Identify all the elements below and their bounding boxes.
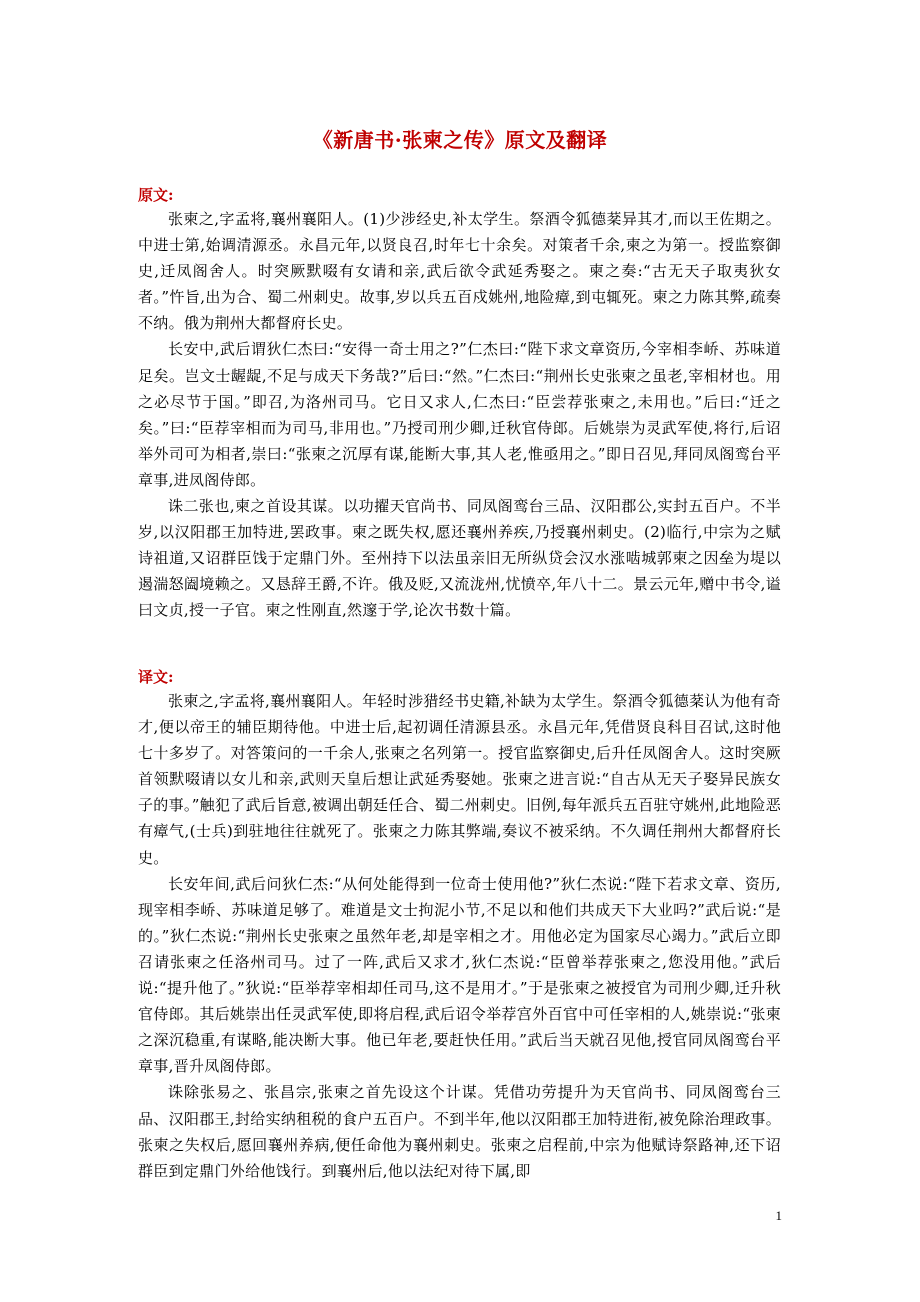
document-title: 《新唐书·张柬之传》原文及翻译 xyxy=(312,128,608,152)
original-paragraph: 诛二张也,柬之首设其谋。以功擢天官尚书、同凤阁鸾台三品、汉阳郡公,实封五百户。不半岁,以汉阳郡王加特进,罢政事。柬之既失权,愿还襄州养疾,乃授襄州刺史。(2)临行,中宗为之赋诗祖道,又诏群臣饯于定鼎门外。至州持下以法虽亲旧无所纵贷会汉水涨啮城郭柬之因垒为堤以遏湍怒阖境赖之。又恳辞王爵,不许。俄及贬,又流泷州,忧愤卒,年八十二。景云元年,赠中书令,谥曰文贞,授一子官。柬之性刚直,然邃于学,论次书数十篇。 xyxy=(138,497,781,620)
original-paragraph: 长安中,武后谓狄仁杰曰:“安得一奇士用之?”仁杰曰:“陛下求文章资历,今宰相李峤、苏味道足矣。岂文士龌龊,不足与成天下务哉?”后曰:“然。”仁杰曰:“荆州长史张柬之虽老,宰相材也。用之必尽节于国。”即召,为洛州司马。它日又求人,仁杰曰:“臣尝荐张柬之,未用也。”后曰:“迁之矣。”曰:“臣荐宰相而为司马,非用也。”乃授司刑少卿,迁秋官侍郎。后姚崇为灵武军使,将行,后诏举外司可为相者,崇曰:“张柬之沉厚有谋,能断大事,其人老,惟亟用之。”即日召见,拜同凤阁鸾台平章事,进凤阁侍郎。 xyxy=(138,340,781,489)
original-label: 原文: xyxy=(138,186,174,204)
translation-paragraph: 张柬之,字孟将,襄州襄阳人。年轻时涉猎经书史籍,补缺为太学生。祭酒令狐德棻认为他有奇才,便以帝王的辅臣期待他。中进士后,起初调任清源县丞。永昌元年,凭借贤良科目召试,这时他七十多岁了。对答策问的一千余人,张柬之名列第一。授官监察御史,后升任凤阁舍人。这时突厥首领默啜请以女儿和亲,武则天皇后想让武延秀娶她。张柬之进言说:“自古从无天子娶异民族女子的事。”触犯了武后旨意,被调出朝廷任合、蜀二州刺史。旧例,每年派兵五百驻守姚州,此地险恶有瘴气,(士兵)到驻地往往就死了。张柬之力陈其弊端,奏议不被采纳。不久调任荆州大都督府长史。 xyxy=(138,692,781,867)
translation-paragraph: 长安年间,武后问狄仁杰:“从何处能得到一位奇士使用他?”狄仁杰说:“陛下若求文章、资历,现宰相李峤、苏味道足够了。难道是文士拘泥小节,不足以和他们共成天下大业吗?”武后说:“是的。”狄仁杰说:“荆州长史张柬之虽然年老,却是宰相之才。用他必定为国家尽心竭力。”武后立即召请张柬之任洛州司马。过了一阵,武后又求才,狄仁杰说:“臣曾举荐张柬之,您没用他。”武后说:“提升他了。”狄说:“臣举荐宰相却任司马,这不是用才。”于是张柬之被授官为司刑少卿,迁升秋官侍郎。其后姚崇出任灵武军使,即将启程,武后诏令举荐宫外百官中可任宰相的人,姚崇说:“张柬之深沉稳重,有谋略,能决断大事。他已年老,要赶快任用。”武后当天就召见他,授官同凤阁鸾台平章事,晋升凤阁侍郎。 xyxy=(138,874,781,1076)
original-paragraph: 张柬之,字孟将,襄州襄阳人。(1)少涉经史,补太学生。祭酒令狐德棻异其才,而以王佐期之。中进士第,始调清源丞。永昌元年,以贤良召,时年七十余矣。对策者千余,柬之为第一。授监察御史,迁凤阁舍人。时突厥默啜有女请和亲,武后欲令武延秀娶之。柬之奏:“古无天子取夷狄女者。”忤旨,出为合、蜀二州刺史。故事,岁以兵五百戍姚州,地险瘴,到屯辄死。柬之力陈其弊,疏奏不纳。俄为荆州大都督府长史。 xyxy=(138,210,781,333)
page-number: 1 xyxy=(775,1208,782,1223)
translation-section xyxy=(138,666,781,1184)
translation-paragraph: 诛除张易之、张昌宗,张柬之首先设这个计谋。凭借功劳提升为天官尚书、同凤阁鸾台三品、汉阳郡王,封给实纳租税的食户五百户。不到半年,他以汉阳郡王加特进衔,被免除治理政事。张柬之失权后,愿回襄州养病,便任命他为襄州刺史。张柬之启程前,中宗为他赋诗祭路神,还下诏群臣到定鼎门外给他饯行。到襄州后,他以法纪对待下属,即 xyxy=(138,1083,781,1180)
translation-label: 译文: xyxy=(138,668,174,686)
original-text-section xyxy=(138,184,781,624)
